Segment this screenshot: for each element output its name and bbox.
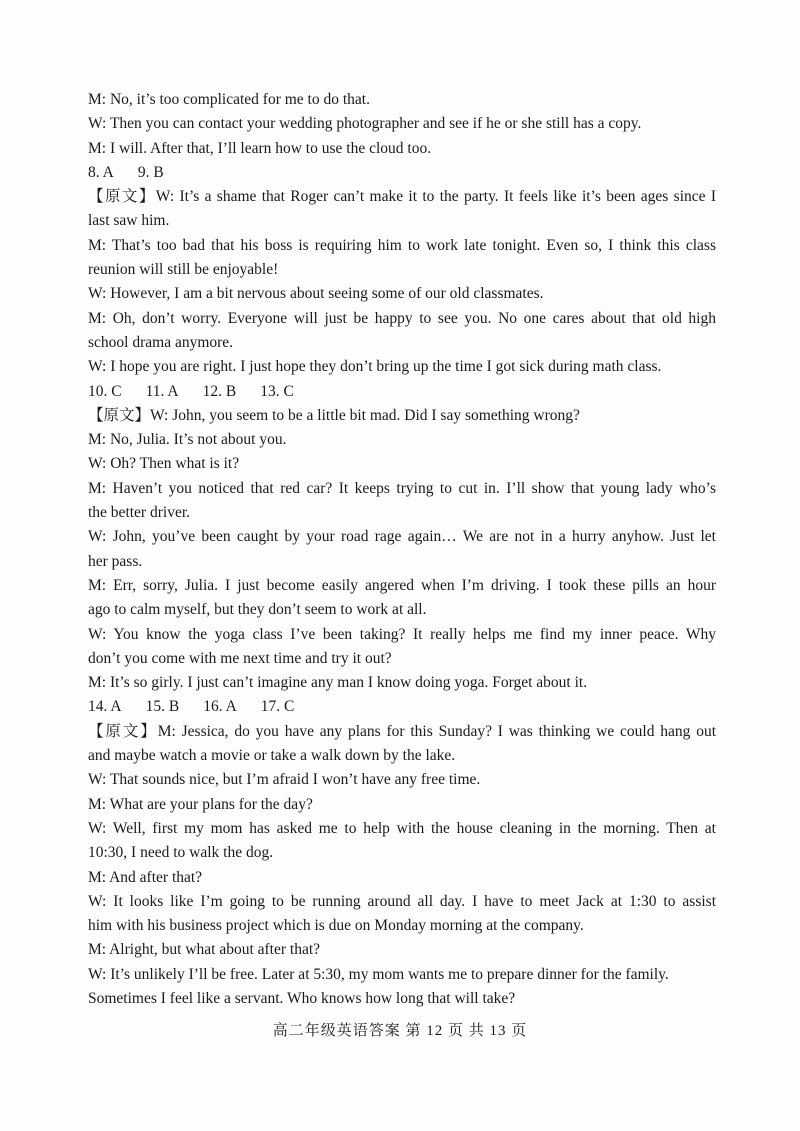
text-line: her pass. xyxy=(88,552,143,570)
text-line: and maybe watch a movie or take a walk down by the lake. xyxy=(88,747,456,765)
text-line: ago to calm myself, but they don’t seem to work at all. xyxy=(88,601,427,619)
answer-item: 8. A xyxy=(88,163,114,181)
answer-item: 9. B xyxy=(137,163,164,181)
text-line: M: No, it’s too complicated for me to do that. xyxy=(88,91,370,108)
answer-row xyxy=(88,380,716,404)
text-line: M: And after that? xyxy=(88,868,203,886)
text-line: W: That sounds nice, but I’m afraid I won’t have any free time. xyxy=(88,771,481,789)
text-line: W: However, I am a bit nervous about seeing some of our old classmates. xyxy=(88,285,544,303)
text-line: M: Err, sorry, Julia. I just become easily angered when I’m driving. I took these pills an hour xyxy=(88,576,716,594)
text-line: M: It’s so girly. I just can’t imagine any man I know doing yoga. Forget about it. xyxy=(88,674,588,692)
text-line: reunion will still be enjoyable! xyxy=(88,261,279,279)
text-line: M: Haven’t you noticed that red car? It keeps trying to cut in. I’ll show that young lady who’s xyxy=(88,479,716,497)
text-line: Sometimes I feel like a servant. Who knows how long that will take? xyxy=(88,989,516,1007)
text-line: W: Then you can contact your wedding photographer and see if he or she still has a copy. xyxy=(88,115,642,133)
answer-item: 11. A xyxy=(145,382,179,400)
text-line: W: Oh? Then what is it? xyxy=(88,455,240,473)
text-line: M: Oh, don’t worry. Everyone will just be happy to see you. No one cares about that old high xyxy=(88,309,716,327)
text-line: W: Well, first my mom has asked me to help with the house cleaning in the morning. Then at xyxy=(88,819,716,837)
page-footer: 高二年级英语答案 第 12 页 共 13 页 xyxy=(272,1023,528,1039)
text-line: 【原文】W: John, you seem to be a little bit mad. Did I say something wrong? xyxy=(88,406,580,424)
text-line: him with his business project which is due on Monday morning at the company. xyxy=(88,917,584,935)
text-line: last saw him. xyxy=(88,212,170,230)
text-line: M: Alright, but what about after that? xyxy=(88,941,321,959)
answer-item: 14. A xyxy=(88,698,122,716)
answer-item: 16. A xyxy=(203,698,237,716)
text-line: 10:30, I need to walk the dog. xyxy=(88,844,274,862)
text-line: M: What are your plans for the day? xyxy=(88,795,313,813)
answer-key-body xyxy=(88,88,716,1011)
answer-item: 12. B xyxy=(202,382,237,400)
text-line: W: John, you’ve been caught by your road rage again… We are not in a hurry anyhow. Just let xyxy=(88,528,716,546)
text-line: W: It’s unlikely I’ll be free. Later at 5:30, my mom wants me to prepare dinner for the family. xyxy=(88,965,669,983)
text-line: school drama anymore. xyxy=(88,333,234,351)
text-line: 【原文】W: It’s a shame that Roger can’t make it to the party. It feels like it’s been ages since I xyxy=(88,188,716,206)
answer-item: 15. B xyxy=(145,698,180,716)
text-line: M: No, Julia. It’s not about you. xyxy=(88,431,287,449)
answer-item: 13. C xyxy=(260,382,294,400)
text-line: don’t you come with me next time and try it out? xyxy=(88,649,392,667)
text-line: 【原文】M: Jessica, do you have any plans for this Sunday? I was thinking we could hang out xyxy=(88,722,716,740)
text-line: M: I will. After that, I’ll learn how to use the cloud too. xyxy=(88,139,432,157)
answer-item: 10. C xyxy=(88,382,122,400)
text-line: W: It looks like I’m going to be running around all day. I have to meet Jack at 1:30 to assist xyxy=(88,892,716,910)
text-line: the better driver. xyxy=(88,504,190,522)
answer-row xyxy=(88,695,716,719)
text-line: M: That’s too bad that his boss is requiring him to work late tonight. Even so, I think this class xyxy=(88,236,716,254)
answer-item: 17. C xyxy=(260,698,295,716)
text-line: W: You know the yoga class I’ve been taking? It really helps me find my inner peace. Why xyxy=(88,625,716,643)
answer-row xyxy=(88,161,716,185)
text-line: W: I hope you are right. I just hope they don’t bring up the time I got sick during math class. xyxy=(88,358,662,376)
